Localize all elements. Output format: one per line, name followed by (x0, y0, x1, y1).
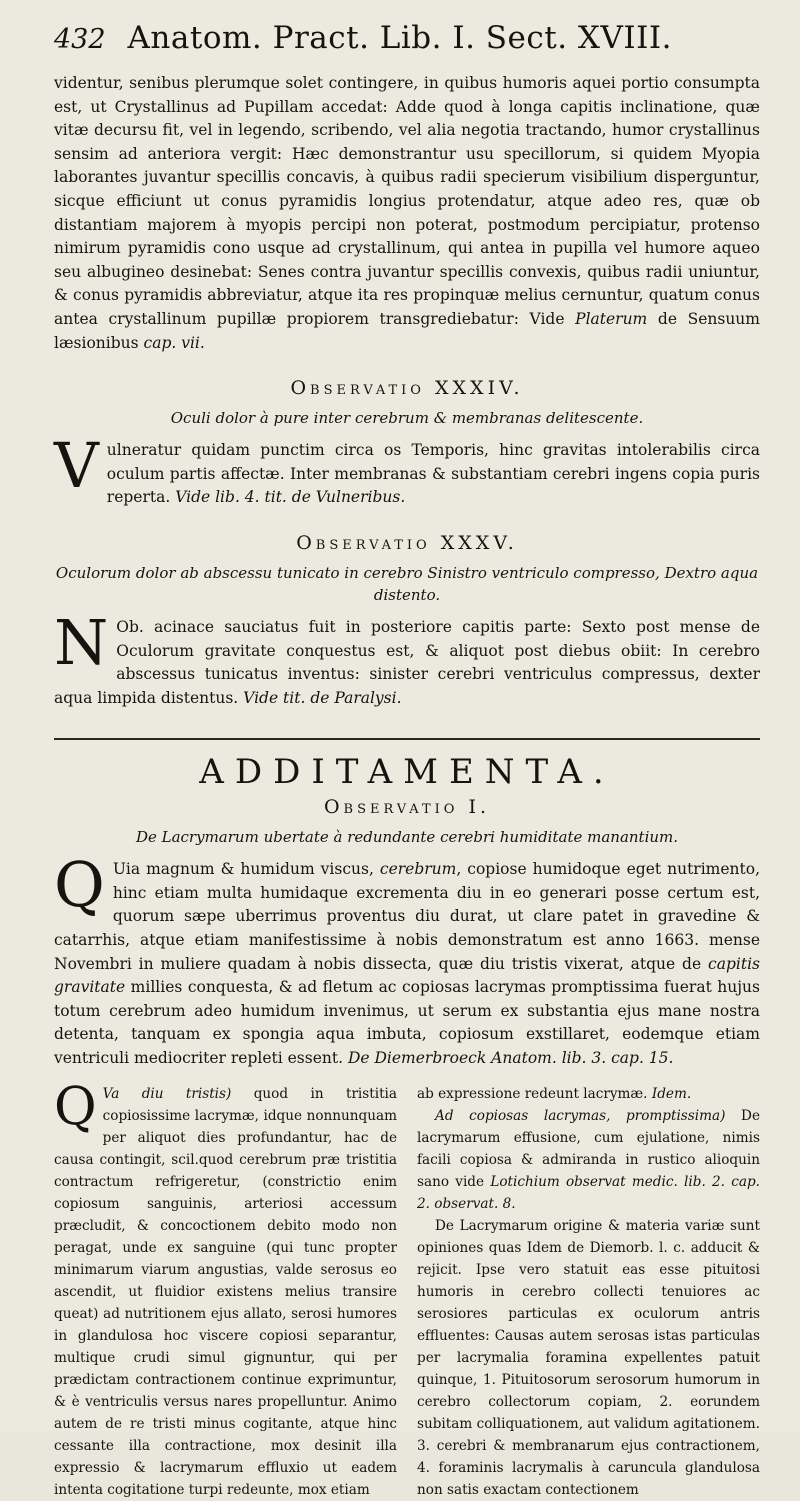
left-dropcap: Q (54, 1076, 97, 1137)
left-paragraph (54, 1076, 397, 1501)
right-p2-text: De lacrymarum effusione, cum ejulatione, nimis facili copiosa & admiranda in rustico alioquin sano vide (417, 1107, 760, 1190)
obs35-text: Ob. acinace sauciatus fuit in posteriore capitis parte: Sexto post mense de Oculorum gravitate conquestus est, & aliquot post diebus obiit: In cerebro abscessus tunicatus inventus: sinister cerebri ventriculus compressus, dexter aqua limpida distentus. (54, 617, 760, 707)
add-text-b: , copiose humidoque eget nutrimento, hinc etiam multa humidaque excrementa diu in eo generari posse certum est, quorum sæpe uberrimus proventus diu durat, ut clare patet in gravedine & catarrhis, atque etiam manifestissime à nobis demonstratum est anno 1663. mense Novembri in muliere quadam à nobis dissecta, quæ diu tristis vixerat, atque de (54, 860, 761, 973)
obs35-ref: Vide tit. de Paralysi. (243, 688, 402, 707)
right-p2-ref: Lotichium observat medic. lib. 2. cap. 2. observat. 8. (417, 1173, 760, 1212)
add-term-2: capitis gravitate (54, 954, 760, 997)
add-term-1: cerebrum (379, 860, 457, 879)
commentary-left-column (54, 1076, 397, 1501)
intro-paragraph (54, 72, 760, 355)
section-divider (54, 738, 760, 740)
right-p2 (417, 1105, 760, 1215)
add-obs1-heading: Observatio I. (323, 796, 491, 819)
obs34-paragraph (54, 429, 760, 510)
obs35-dropcap: N (54, 605, 109, 679)
add-obs1-dropcap: Q (54, 848, 105, 922)
left-text: quod in tristitia copiosissime lacrymæ, idque nonnunquam per aliquot dies profundantur, hac de causa contingit, scil.quod cerebrum præ tristitia contractum refrigeretur, (constrictio enim copiosum sanguinis, arteriosi accessum præcludit, & concoctionem debito modo non peragat, unde ex sanguine (qui tunc propter minimarum viarum angustias, valde serosus eo ascendit, ut fluidior existens melius transire queat) ad nutritionem ejus allato, serosi humores in glandulosa hoc viscere copiosi separantur, multique crudi simul gignuntur, qui per prædictam contractionem continue exprimuntur, & è ventriculis versus nares propelluntur. Animo autem de re tristi minus cogitante, atque hinc cessante illa contractione, mox desinit illa expressio & lacrymarum effluxio ut eadem intenta cogitatione turpi redeunte, mox etiam (54, 1085, 397, 1498)
obs34-subtitle: Oculi dolor à pure inter cerebrum & membranas delitescente. (170, 409, 644, 428)
intro-text-a: videntur, senibus plerumque solet contingere, in quibus humoris aquei portio consumpta est, ut Crystallinus ad Pupillam accedat: Adde quod à longa capitis inclinatione, quæ vitæ decursu fit, vel in legendo, scribendo, vel alia negotia tractando, humor crystallinus sensim ad anteriora vergit: Hæc demonstrantur usu specillorum, si quidem Myopia laborantes juvantur specillis concavis, à quibus radii specierum visibilium disperguntur, sicque efficiunt ut conus pyramidis longius protendatur, atque adeo res, quæ ob distantiam majorem à myopis percipi non poterat, postmodum percipiatur, protenso nimirum pyramidis cono usque ad crystallinum, qui antea in pupilla vel humore aqueo seu albugineo desinebat: Senes contra juvantur specillis convexis, quibus radii uniuntur, & conus pyramidis abbreviatur, atque ita res propinquæ melius cernuntur, quatum conus antea crystallinum pupillæ propiorem transgrediebatur: Vide (54, 74, 760, 328)
running-head (54, 20, 760, 72)
add-obs1-subtitle: De Lacrymarum ubertate à redundante cerebri humiditate manantium. (135, 828, 679, 847)
left-lemma: Va diu tristis) (102, 1085, 232, 1102)
right-p1-text: ab expressione redeunt lacrymæ. (417, 1085, 648, 1102)
add-text-a: Uia magnum & humidum viscus, (112, 860, 374, 879)
intro-ref-name: Platerum (575, 309, 648, 328)
obs35-heading: Observatio XXXV. (296, 531, 518, 554)
page-number: 432 (54, 24, 106, 55)
obs35-subtitle: Oculorum dolor ab abscessu tunicato in cerebro Sinistro ventriculo compresso, Dextro aqua distento. (55, 563, 759, 604)
right-p1 (417, 1083, 760, 1105)
obs34-dropcap: V (54, 429, 99, 503)
add-ref: De Diemerbroeck Anatom. lib. 3. cap. 15. (347, 1049, 674, 1068)
right-p3: De Lacrymarum origine & materia variæ sunt opiniones quas Idem de Diemorb. l. c. adducit & rejicit. Ipse vero statuit eas esse pituitosi humoris in cerebro collecti tenuiores ac serosiores particulas ex oculorum antris effluentes: Causas autem serosas istas particulas per lacrymalia foramina expellentes patuit quinque, 1. Pituitosorum serosorum humorum in cerebro collectorum copiam, 2. eorundem subitam colliquationem, aut validum agitationem. 3. cerebri & membranarum ejus contractionem, 4. foraminis lacrymalis à caruncula glandulosa non satis exactam contectionem (417, 1217, 760, 1498)
add-text-c: millies conquesta, & ad fletum ac copiosas lacrymas promptissima fuerat hujus totum cerebrum adeo humidum invenimus, ut serum ex substantia ejus mane nostra detenta, tanquam ex spongia aqua imbuta, copiosum exstillaret, eodemque etiam ventriculi mediocriter repleti essent. (54, 978, 760, 1068)
right-p1-ref: Idem. (651, 1085, 692, 1102)
commentary-columns (54, 1076, 760, 1501)
right-p2-lemma: Ad copiosas lacrymas, promptissima) (435, 1107, 726, 1124)
commentary-right-column (417, 1083, 760, 1501)
obs35-paragraph (54, 605, 760, 710)
running-title: Anatom. Pract. Lib. I. Sect. XVIII. (127, 20, 672, 56)
add-obs1-paragraph (54, 848, 761, 1070)
obs34-ref: Vide lib. 4. tit. de Vulneribus. (175, 488, 406, 507)
additamenta-title: ADDITAMENTA. (199, 752, 615, 793)
intro-ref-cap: cap. vii. (143, 333, 205, 352)
obs34-heading: Observatio XXXIV. (290, 377, 524, 400)
intro-text-b: de Sensuum læsionibus (54, 309, 760, 352)
obs34-text: ulneratur quidam punctim circa os Temporis, hinc gravitas intolerabilis circa oculum partis affectæ. Inter membranas & substantiam cerebri ingens copia puris reperta. (106, 441, 760, 507)
